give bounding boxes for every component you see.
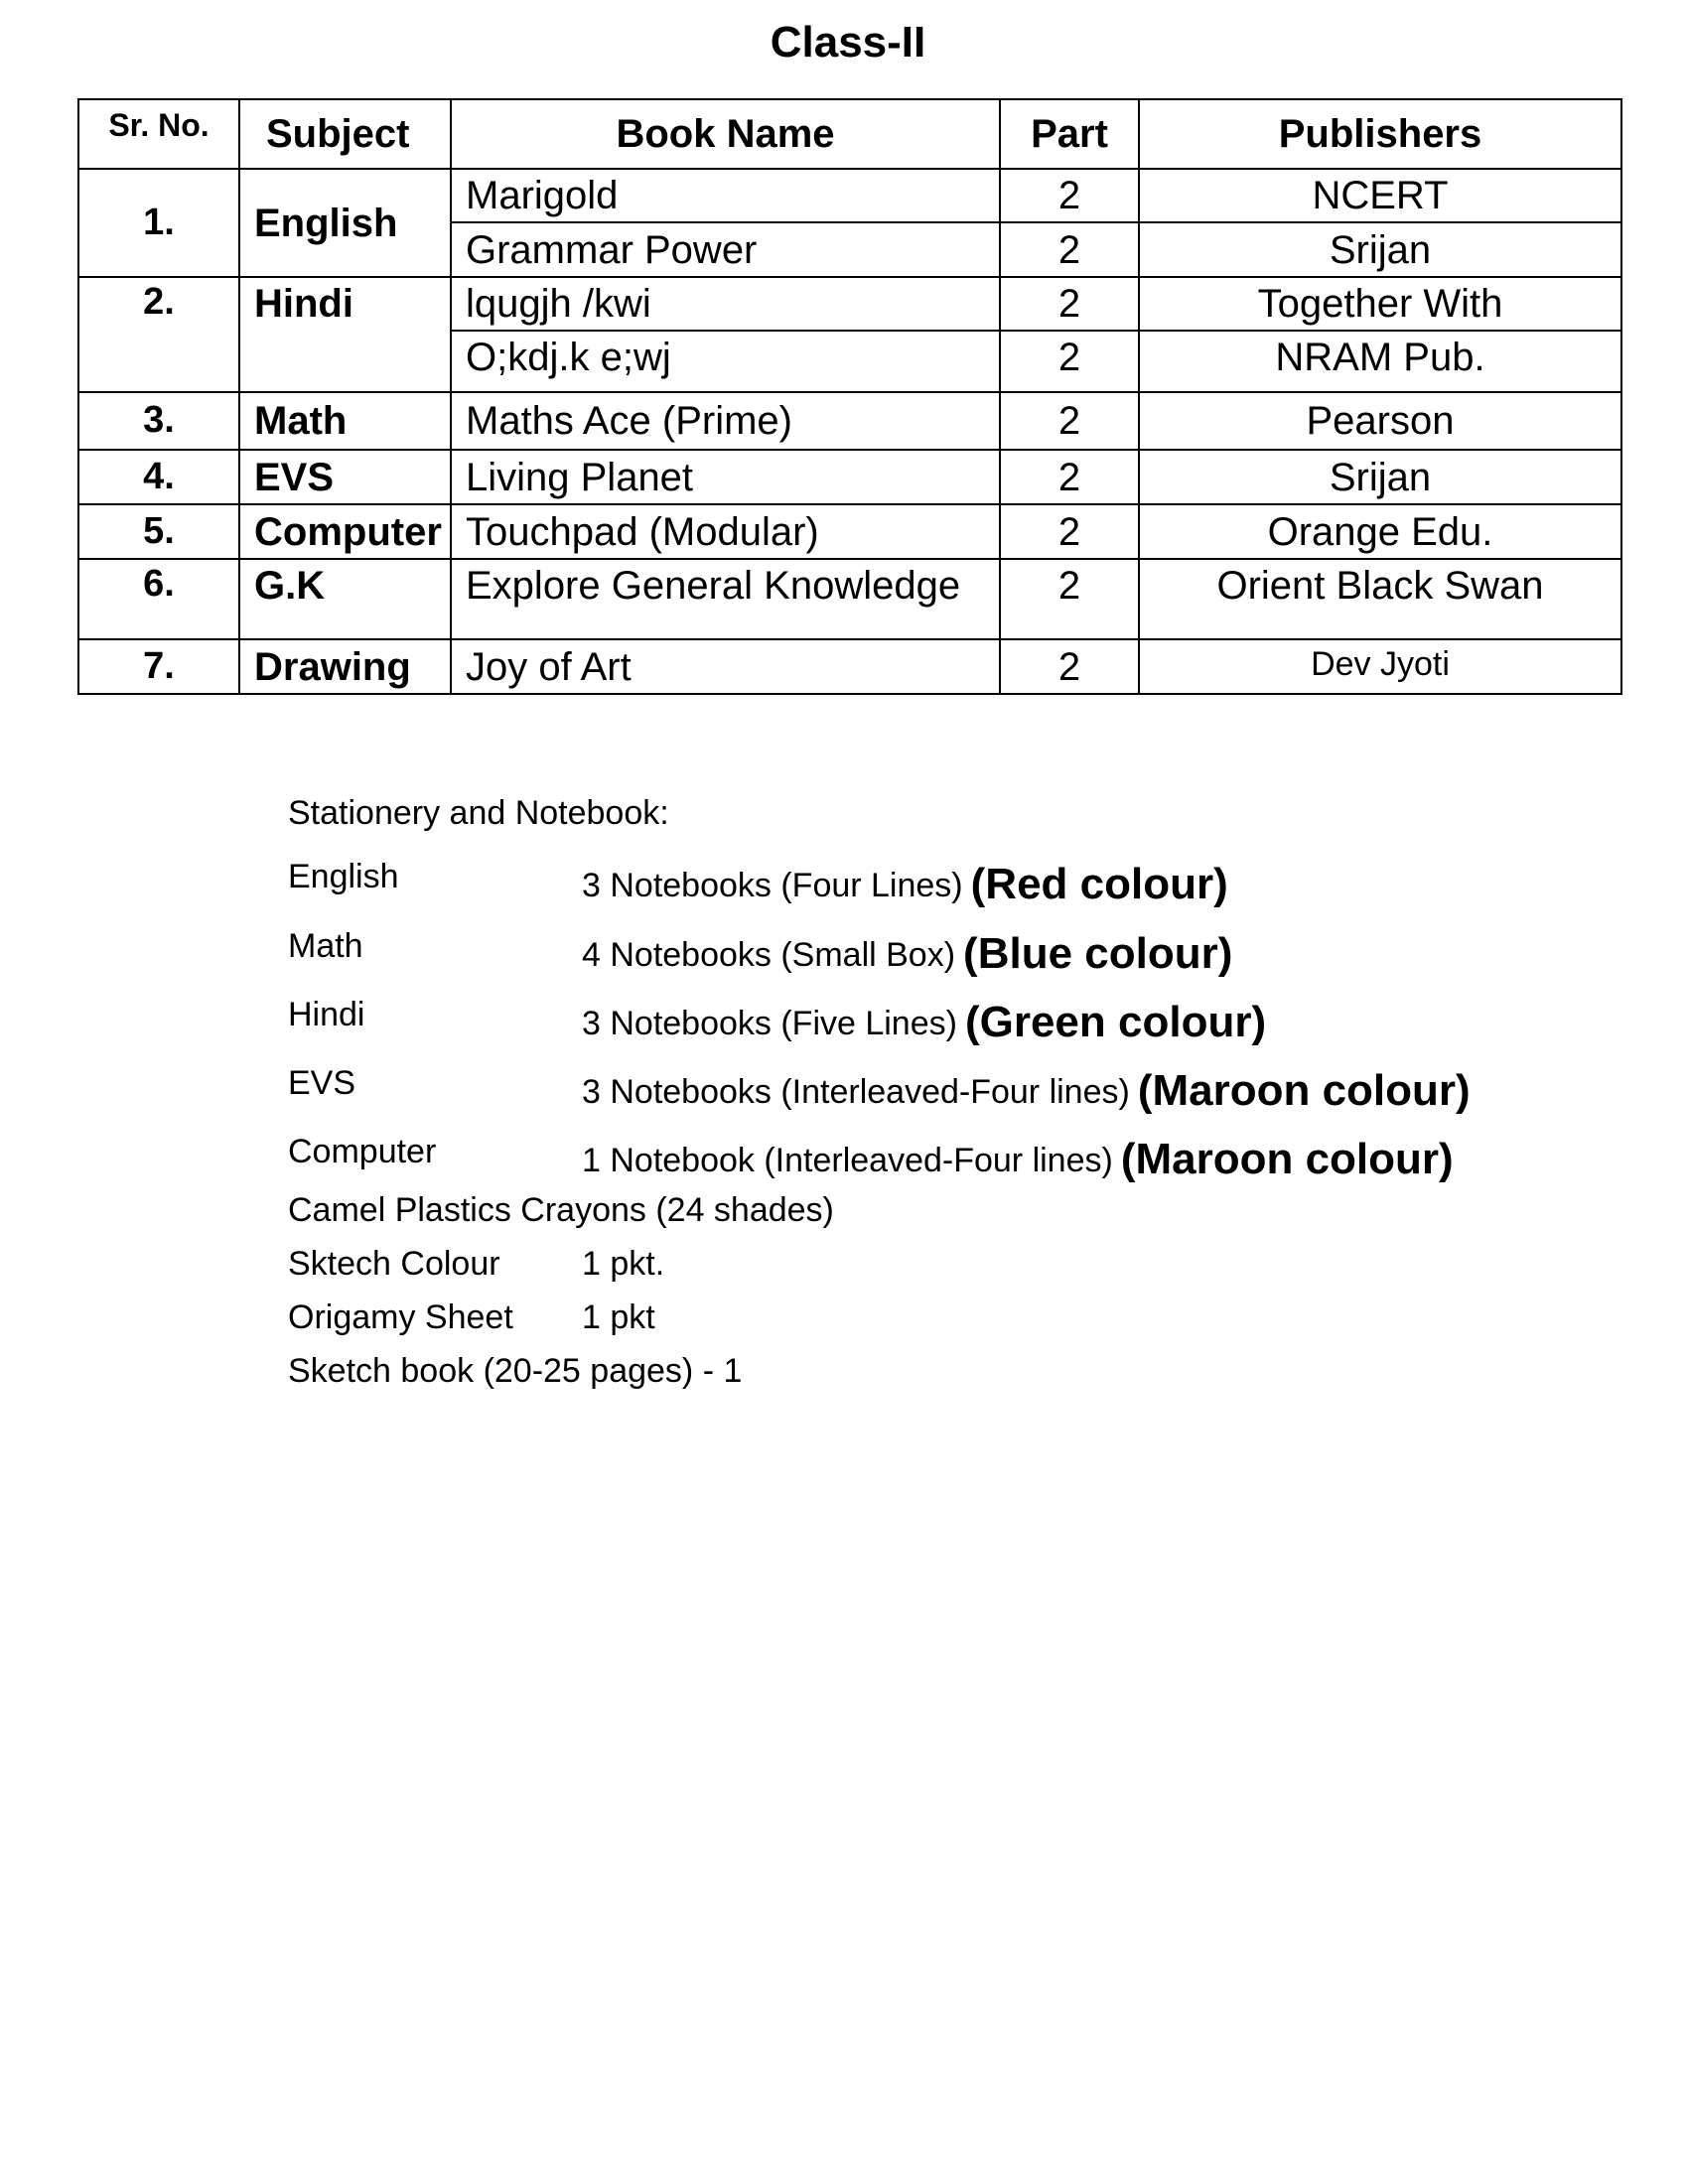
notebook-colour: (Blue colour): [963, 929, 1233, 978]
sketch-book-item: Sketch book (20-25 pages) - 1: [288, 1352, 743, 1390]
notebook-colour: (Maroon colour): [1120, 1135, 1454, 1183]
publisher-cell: Dev Jyoti: [1139, 639, 1621, 694]
sketch-colour-label: Sktech Colour: [288, 1245, 500, 1283]
book-name-cell: Living Planet: [451, 450, 1000, 504]
sr-no-cell: 3.: [78, 392, 239, 450]
header-sr-no: Sr. No.: [78, 99, 239, 169]
publisher-cell: NRAM Pub.: [1139, 331, 1621, 392]
publisher-cell: NCERT: [1139, 169, 1621, 222]
header-part: Part: [1000, 99, 1139, 169]
table-header-row: [78, 99, 1621, 169]
table-row: [78, 392, 1621, 450]
table-row: [78, 277, 1621, 331]
notebook-subject: English: [288, 858, 399, 895]
sr-no-cell: 2.: [78, 277, 239, 392]
book-name-cell: Marigold: [451, 169, 1000, 222]
book-name-cell: Grammar Power: [451, 222, 1000, 277]
part-cell: 2: [1000, 169, 1139, 222]
publisher-cell: Orange Edu.: [1139, 504, 1621, 559]
part-cell: 2: [1000, 392, 1139, 450]
subject-cell: G.K: [239, 559, 451, 639]
part-cell: 2: [1000, 639, 1139, 694]
publisher-cell: Srijan: [1139, 222, 1621, 277]
notebook-detail: 1 Notebook (Interleaved-Four lines): [582, 1142, 1113, 1179]
notebook-detail: 4 Notebooks (Small Box): [582, 936, 956, 974]
header-publishers: Publishers: [1139, 99, 1621, 169]
sr-no-cell: 7.: [78, 639, 239, 694]
notebook-subject: Computer: [288, 1133, 437, 1170]
table-row: [78, 504, 1621, 559]
header-book-name: Book Name: [451, 99, 1000, 169]
publisher-cell: Pearson: [1139, 392, 1621, 450]
subject-cell: Math: [239, 392, 451, 450]
book-name-cell: O;kdj.k e;wj: [451, 331, 1000, 392]
publisher-cell: Orient Black Swan: [1139, 559, 1621, 639]
book-name-cell: lqugjh /kwi: [451, 277, 1000, 331]
header-subject: Subject: [239, 99, 451, 169]
table-row: [78, 450, 1621, 504]
notebook-subject: Math: [288, 927, 363, 965]
notebook-detail: 3 Notebooks (Interleaved-Four lines): [582, 1073, 1130, 1111]
page-title: Class-II: [770, 18, 926, 67]
part-cell: 2: [1000, 450, 1139, 504]
sr-no-cell: 5.: [78, 504, 239, 559]
part-cell: 2: [1000, 277, 1139, 331]
notebook-subject: EVS: [288, 1064, 356, 1102]
subject-cell: Computer: [239, 504, 451, 559]
subject-cell: EVS: [239, 450, 451, 504]
book-name-cell: Explore General Knowledge: [451, 559, 1000, 639]
part-cell: 2: [1000, 331, 1139, 392]
subject-cell: Hindi: [239, 277, 451, 392]
notebook-detail: 3 Notebooks (Five Lines): [582, 1005, 957, 1042]
crayons-item: Camel Plastics Crayons (24 shades): [288, 1191, 834, 1229]
part-cell: 2: [1000, 504, 1139, 559]
publisher-cell: Srijan: [1139, 450, 1621, 504]
sr-no-cell: 6.: [78, 559, 239, 639]
notebook-detail: 3 Notebooks (Four Lines): [582, 867, 963, 904]
publisher-cell: Together With: [1139, 277, 1621, 331]
stationery-heading: Stationery and Notebook:: [288, 794, 669, 832]
sketch-colour-qty: 1 pkt.: [582, 1245, 665, 1283]
subject-cell: Drawing: [239, 639, 451, 694]
sr-no-cell: 1.: [78, 169, 239, 277]
table-row: [78, 639, 1621, 694]
book-list-table: [77, 98, 1622, 695]
part-cell: 2: [1000, 222, 1139, 277]
notebook-colour: (Maroon colour): [1137, 1066, 1471, 1115]
table-row: [78, 559, 1621, 639]
notebook-colour: (Red colour): [970, 860, 1228, 908]
sr-no-cell: 4.: [78, 450, 239, 504]
notebook-colour: (Green colour): [964, 998, 1267, 1046]
book-name-cell: Maths Ace (Prime): [451, 392, 1000, 450]
table-row: [78, 169, 1621, 222]
book-name-cell: Joy of Art: [451, 639, 1000, 694]
origami-label: Origamy Sheet: [288, 1298, 513, 1336]
notebook-subject: Hindi: [288, 996, 365, 1033]
origami-qty: 1 pkt: [582, 1298, 655, 1336]
subject-cell: English: [239, 169, 451, 277]
part-cell: 2: [1000, 559, 1139, 639]
book-name-cell: Touchpad (Modular): [451, 504, 1000, 559]
